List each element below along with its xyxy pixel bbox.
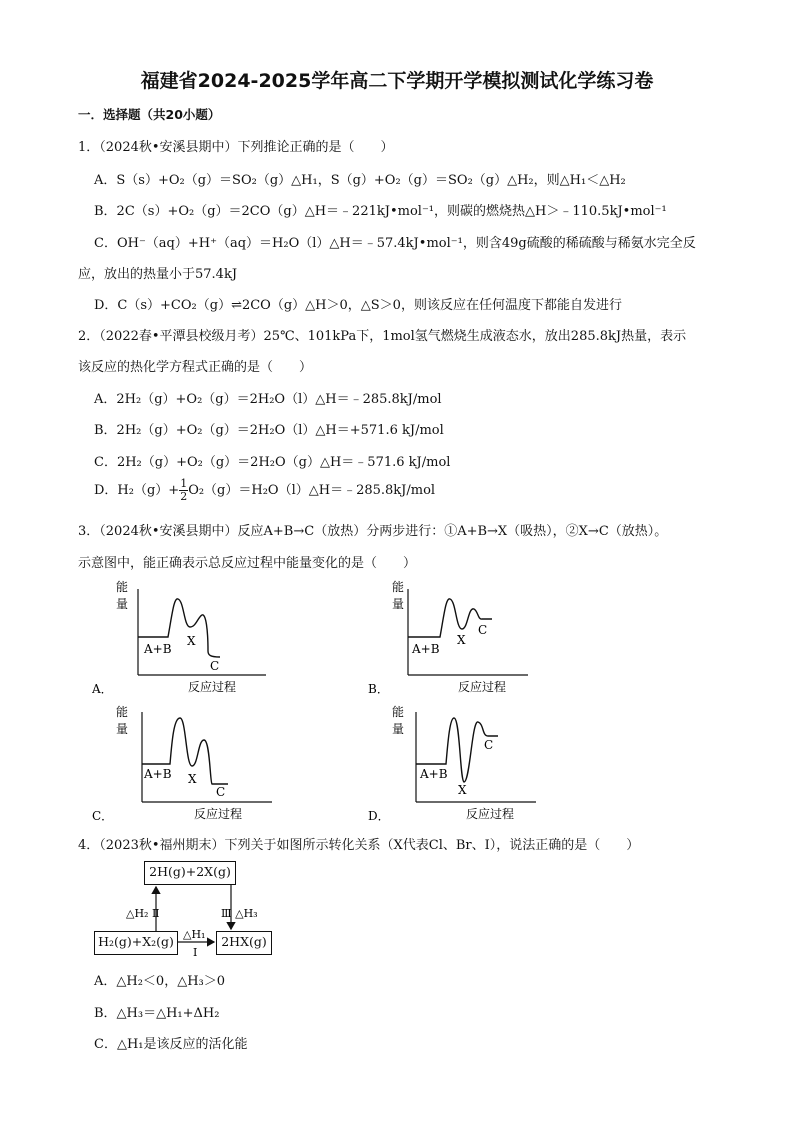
y-axis-label-2: 量 xyxy=(392,597,405,611)
conversion-arrows xyxy=(90,880,290,960)
label-dh2: △H₂ Ⅱ xyxy=(126,907,160,920)
section-heading: 一．选择题（共20小题） xyxy=(78,107,221,122)
question-2-option-a: A．2H₂（g）+O₂（g）＝2H₂O（l）△H＝﹣285.8kJ/mol xyxy=(94,392,442,407)
y-axis-label-1: 能 xyxy=(116,705,129,719)
question-3-stem-line2: 示意图中，能正确表示总反应过程中能量变化的是（ ） xyxy=(78,556,417,571)
energy-diagram-d xyxy=(368,700,568,825)
box-atoms: 2H(g)+2X(g) xyxy=(144,861,236,885)
one-half-fraction xyxy=(179,478,188,503)
question-4-option-c: C．△H₁是该反应的活化能 xyxy=(94,1037,248,1052)
product-label: C xyxy=(484,738,494,752)
question-1-option-d: D．C（s）+CO₂（g）⇌2CO（g）△H＞0，△S＞0，则该反应在任何温度下都能自发进行 xyxy=(94,298,622,313)
question-3-stem-line1: 3．（2024秋•安溪县期中）反应A+B→C（放热）分两步进行：①A+B→X（吸热），②X→C（放热）。 xyxy=(78,524,668,539)
question-2-option-b: B．2H₂（g）+O₂（g）＝2H₂O（l）△H＝+571.6 kJ/mol xyxy=(94,423,444,438)
x-axis-label: 反应过程 xyxy=(194,807,243,821)
question-4-option-a: A．△H₂＜0，△H₃＞0 xyxy=(94,974,226,989)
label-dh3: Ⅲ △H₃ xyxy=(221,907,258,920)
question-2-stem-line2: 该反应的热化学方程式正确的是（ ） xyxy=(78,360,313,375)
label-dh1: △H₁ xyxy=(183,928,206,941)
y-axis-label-1: 能 xyxy=(116,580,129,594)
y-axis-label-1: 能 xyxy=(392,580,405,594)
y-axis-label-2: 量 xyxy=(116,597,129,611)
x-axis-label: 反应过程 xyxy=(458,680,507,694)
question-2-stem-line1: 2．（2022春•平潭县校级月考）25℃、101kPa下，1mol氢气燃烧生成液态水，放出285.8kJ热量，表示 xyxy=(78,329,687,344)
intermediate-label: X xyxy=(188,772,197,786)
question-4-stem: 4．（2023秋•福州期末）下列关于如图所示转化关系（X代表Cl、Br、I），说法正确的是（ ） xyxy=(78,838,640,853)
option-b-label: B． xyxy=(368,682,389,695)
question-2-option-c: C．2H₂（g）+O₂（g）＝2H₂O（g）△H＝﹣571.6 kJ/mol xyxy=(94,455,451,470)
y-axis-label-2: 量 xyxy=(116,722,129,736)
question-1-option-a: A．S（s）+O₂（g）＝SO₂（g）△H₁，S（g）+O₂（g）＝SO₂（g）△H₂，则△H₁＜△H₂ xyxy=(94,173,626,188)
box-product: 2HX(g) xyxy=(216,931,272,955)
intermediate-label: X xyxy=(458,783,467,797)
y-axis-label-1: 能 xyxy=(392,705,405,719)
option-c-label: C． xyxy=(92,809,114,823)
product-label: C xyxy=(478,623,488,637)
question-1-option-b: B．2C（s）+O₂（g）＝2CO（g）△H＝﹣221kJ•mol⁻¹，则碳的燃烧热△H＞﹣110.5kJ•mol⁻¹ xyxy=(94,204,667,219)
reactant-label: A+B xyxy=(144,642,172,656)
product-label: C xyxy=(210,659,220,673)
fraction-denominator: 2 xyxy=(180,490,188,503)
box-reactants: H₂(g)+X₂(g) xyxy=(94,931,178,955)
fraction-numerator: 1 xyxy=(180,477,188,490)
intermediate-label: X xyxy=(187,634,196,648)
reactant-label: A+B xyxy=(412,642,440,656)
intermediate-label: X xyxy=(457,633,466,647)
question-1-option-c-line2: 应，放出的热量小于57.4kJ xyxy=(78,267,238,282)
x-axis-label: 反应过程 xyxy=(466,807,515,821)
label-step-1: Ⅰ xyxy=(193,946,198,959)
reactant-label: A+B xyxy=(144,767,172,781)
question-2-option-d xyxy=(94,478,435,503)
question-2-option-d-prefix: D．H₂（g）+ xyxy=(94,483,180,498)
product-label: C xyxy=(216,785,226,799)
energy-diagram-c xyxy=(92,700,292,825)
option-a-label: A． xyxy=(92,682,113,695)
reactant-label: A+B xyxy=(420,767,448,781)
option-d-label: D． xyxy=(368,809,390,823)
question-2-option-d-suffix: O₂（g）＝H₂O（l）△H＝﹣285.8kJ/mol xyxy=(188,483,436,498)
x-axis-label: 反应过程 xyxy=(188,680,237,694)
page-title: 福建省2024-2025学年高二下学期开学模拟测试化学练习卷 xyxy=(140,70,654,92)
energy-diagram-a xyxy=(92,575,292,695)
question-4-option-b: B．△H₃＝△H₁+ΔH₂ xyxy=(94,1006,220,1021)
y-axis-label-2: 量 xyxy=(392,722,405,736)
question-1-option-c-line1: C．OH⁻（aq）+H⁺（aq）＝H₂O（l）△H＝﹣57.4kJ•mol⁻¹，则含49g硫酸的稀硫酸与稀氨水完全反 xyxy=(94,236,696,251)
energy-diagram-b xyxy=(368,575,568,695)
question-1-stem: 1．（2024秋•安溪县期中）下列推论正确的是（ ） xyxy=(78,140,394,155)
